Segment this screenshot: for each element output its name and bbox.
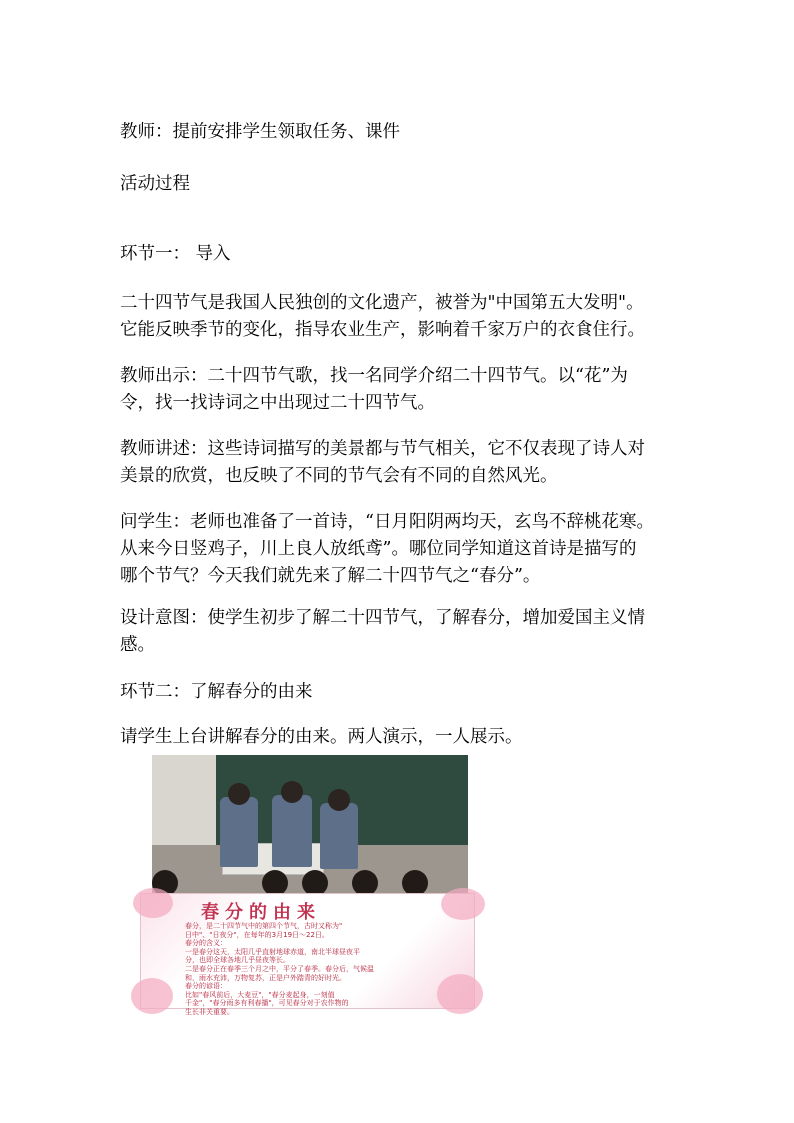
chunfen-slide-image xyxy=(140,893,475,1016)
student-head xyxy=(328,789,350,811)
slide-body xyxy=(185,922,435,1017)
section-two-heading: 环节二：了解春分的由来 xyxy=(120,682,313,702)
question-line-1: 问学生：老师也准备了一首诗，“日月阳阴两均天，玄鸟不辞桃花寒。 xyxy=(120,512,654,532)
student-figure xyxy=(220,797,258,867)
teacher-prep-line: 教师：提前安排学生领取任务、课件 xyxy=(120,122,400,142)
intro-paragraph-line-1: 二十四节气是我国人民独创的文化遗产，被誉为"中国第五大发明"。 xyxy=(120,293,644,313)
student-head xyxy=(281,781,303,803)
slide-line: 比如"春风前后，大麦豆"，"春分麦起身，一刻值 xyxy=(185,990,335,999)
slide-line: 二是春分正在春季三个月之中，平分了春季。春分后，气候温 xyxy=(185,964,374,973)
student-figure xyxy=(320,803,358,869)
slide-title: 春分的由来 xyxy=(201,902,321,923)
slide-line: 春分的谚语： xyxy=(185,982,227,991)
slide-line: 春分，是二十四节气中的第四个节气，古时又称为" xyxy=(185,922,343,930)
student-head xyxy=(228,783,250,805)
design-intent-line-1: 设计意图：使学生初步了解二十四节气，了解春分，增加爱国主义情 xyxy=(120,608,645,628)
blossom-decoration xyxy=(441,888,485,920)
question-line-2: 从来今日竖鸡子，川上良人放纸鸢”。哪位同学知道这首诗是描写的 xyxy=(120,539,637,559)
blossom-decoration xyxy=(437,974,483,1014)
slide-line: 分，也即全球各地几乎昼夜等长。 xyxy=(185,956,290,965)
slide-line: 生长非关重要。 xyxy=(185,1007,234,1016)
design-intent-line-2: 感。 xyxy=(120,635,155,655)
blossom-decoration xyxy=(131,978,173,1014)
classroom-photo xyxy=(152,755,468,893)
slide-line: 日中"、"日夜分"，在每年的3月19日～22日。 xyxy=(185,930,329,939)
section-one-heading: 环节一： 导入 xyxy=(120,244,231,264)
student-figure xyxy=(272,795,312,867)
activity-process-heading: 活动过程 xyxy=(120,174,190,194)
teacher-narrate-line-2: 美景的欣赏，也反映了不同的节气会有不同的自然风光。 xyxy=(120,466,558,486)
slide-line: 春分的含义： xyxy=(185,939,227,948)
intro-paragraph-line-2: 它能反映季节的变化，指导农业生产，影响着千家万户的衣食住行。 xyxy=(120,320,645,340)
slide-line: 和，雨水充沛，万物复苏，正是户外踏青的好时光。 xyxy=(185,973,346,982)
teacher-narrate-line-1: 教师讲述：这些诗词描写的美景都与节气相关，它不仅表现了诗人对 xyxy=(120,439,645,459)
teacher-show-line-1: 教师出示：二十四节气歌，找一名同学介绍二十四节气。以“花”为 xyxy=(120,366,628,386)
slide-line: 一是春分这天，太阳几乎直射地球赤道，南北半球昼夜平 xyxy=(185,947,360,956)
question-line-3: 哪个节气？今天我们就先来了解二十四节气之“春分”。 xyxy=(120,566,541,586)
student-demo-line: 请学生上台讲解春分的由来。两人演示，一人展示。 xyxy=(120,727,523,747)
blossom-decoration xyxy=(133,888,173,918)
slide-line: 千金"，"春分雨多有利春播"，可见春分对于农作物的 xyxy=(185,999,349,1008)
teacher-show-line-2: 令，找一找诗词之中出现过二十四节气。 xyxy=(120,393,435,413)
